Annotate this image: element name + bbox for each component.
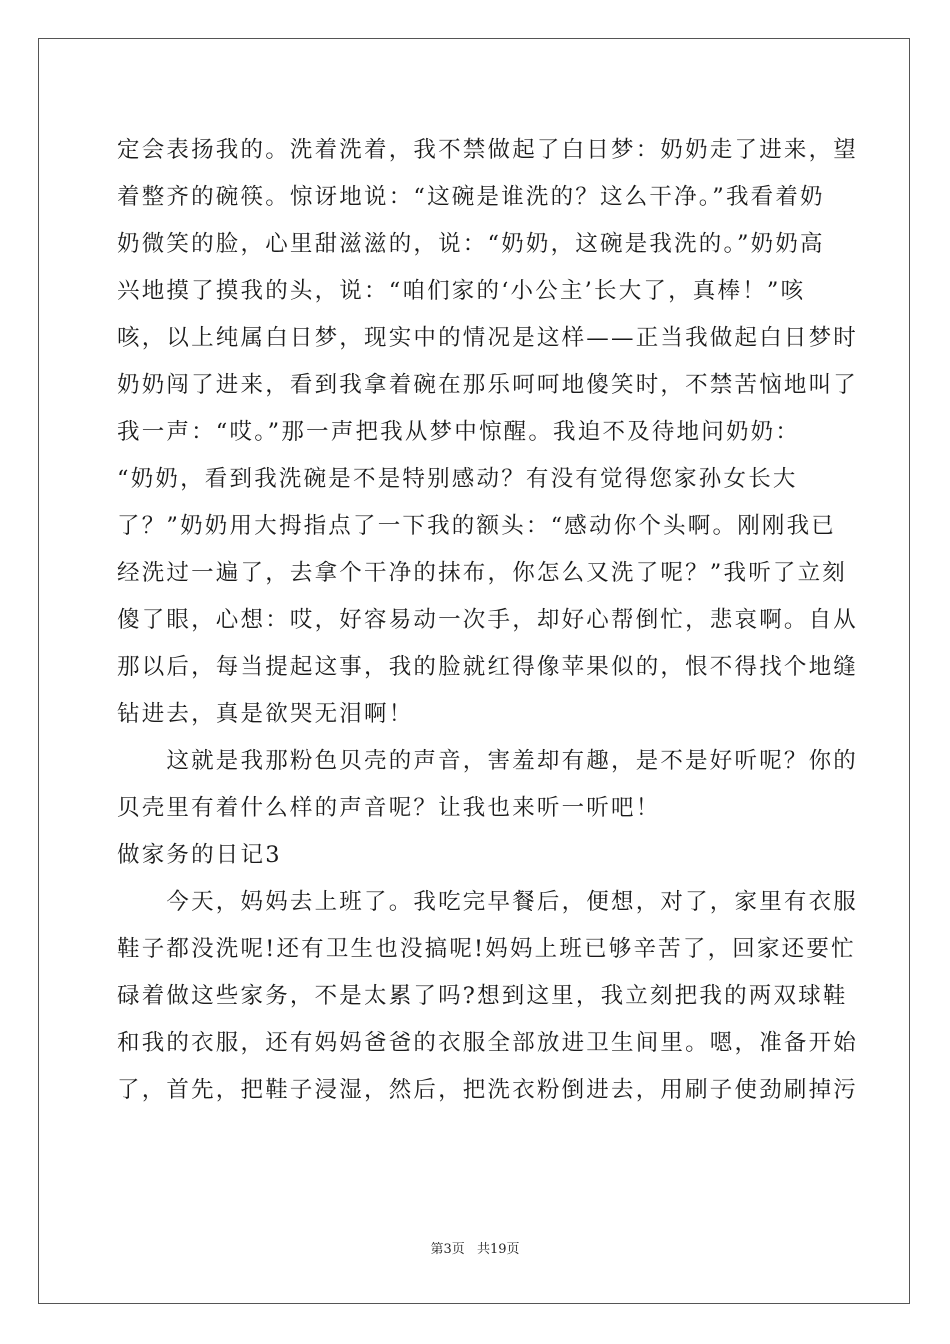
text-line: 了，首先，把鞋子浸湿，然后，把洗衣粉倒进去，用刷子使劲刷掉污: [117, 1077, 859, 1103]
text-line: “奶奶，看到我洗碗是不是特别感动？有没有觉得您家孙女长大: [117, 466, 798, 492]
text-line: 咳，以上纯属白日梦，现实中的情况是这样——正当我做起白日梦时: [117, 325, 859, 351]
text-line: 傻了眼，心想：哎，好容易动一次手，却好心帮倒忙，悲哀啊。自从: [117, 607, 859, 633]
text-line: 和我的衣服，还有妈妈爸爸的衣服全部放进卫生间里。嗯，准备开始: [117, 1030, 859, 1056]
total-pages: 共19页: [476, 1242, 520, 1257]
text-line: 今天，妈妈去上班了。我吃完早餐后，便想，对了，家里有衣服: [117, 889, 859, 915]
text-line: 那以后，每当提起这事，我的脸就红得像苹果似的，恨不得找个地缝: [117, 654, 859, 680]
page-number: 第3页: [430, 1242, 465, 1257]
text-line: 兴地摸了摸我的头，说：“咱们家的‘小公主’长大了，真棒！”咳: [117, 278, 806, 304]
text-line: 奶微笑的脸，心里甜滋滋的，说：“奶奶，这碗是我洗的。”奶奶高: [117, 231, 825, 257]
text-line: 了？”奶奶用大拇指点了一下我的额头：“感动你个头啊。刚刚我已: [117, 513, 837, 539]
text-line: 奶奶闯了进来，看到我拿着碗在那乐呵呵地傻笑时，不禁苦恼地叫了: [117, 372, 859, 398]
text-line: 这就是我那粉色贝壳的声音，害羞却有趣，是不是好听呢？你的: [117, 748, 859, 774]
page-footer: [0, 1238, 950, 1257]
text-line: 鞋子都没洗呢!还有卫生也没搞呢!妈妈上班已够辛苦了，回家还要忙: [117, 936, 856, 962]
text-line: 经洗过一遍了，去拿个干净的抹布，你怎么又洗了呢？”我听了立刻: [117, 560, 848, 586]
text-line: 贝壳里有着什么样的声音呢？让我也来听一听吧！: [117, 795, 661, 821]
section-heading: 做家务的日记3: [117, 842, 282, 868]
text-line: 碌着做这些家务，不是太累了吗?想到这里，我立刻把我的两双球鞋: [117, 983, 848, 1009]
text-line: 定会表扬我的。洗着洗着，我不禁做起了白日梦：奶奶走了进来，望: [117, 137, 859, 163]
text-line: 钻进去，真是欲哭无泪啊！: [117, 701, 414, 727]
text-line: 我一声：“哎。”那一声把我从梦中惊醒。我迫不及待地问奶奶：: [117, 419, 801, 445]
text-line: 着整齐的碗筷。惊讶地说：“这碗是谁洗的？这么干净。”我看着奶: [117, 184, 825, 210]
document-body: [117, 127, 859, 1114]
